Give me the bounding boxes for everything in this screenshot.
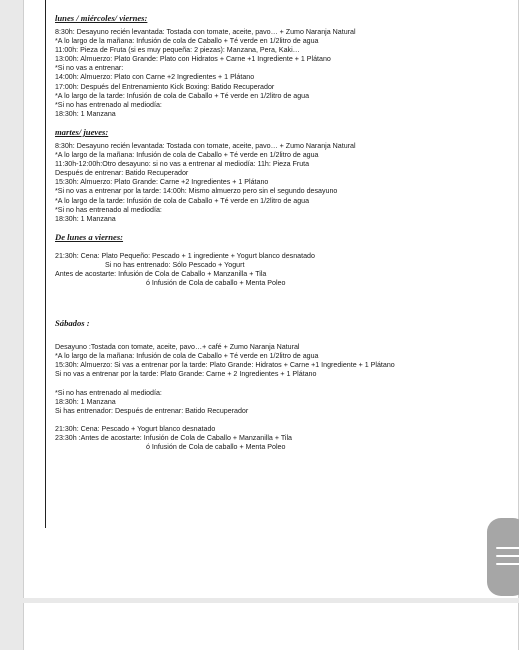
text-line: 17:00h: Después del Entrenamiento Kick Boxing: Batido Recuperador xyxy=(55,82,275,91)
text-line: *Si no vas a entrenar por la tarde: 14:00h: Mismo almuerzo pero sin el segundo desayuno xyxy=(55,187,338,196)
text-line: 15:30h: Almuerzo: Si vas a entrenar por la tarde: Plato Grande: Hidratos + Carne +1 Ingrediente + 1 Plátano xyxy=(55,361,395,370)
text-line: Si no has entrenado: Sólo Pescado + Yogurt xyxy=(105,260,245,269)
text-line: 21:30h: Cena: Plato Pequeño: Pescado + 1 ingrediente + Yogurt blanco desnatado xyxy=(55,251,315,260)
text-line: ó Infusión de Cola de caballo + Menta Poleo xyxy=(146,443,286,452)
blank-line xyxy=(55,380,510,389)
text-line: 23:30h :Antes de acostarte: Infusión de Cola de Caballo + Manzanilla + Tila xyxy=(55,434,293,443)
text-line: 11:00h: Pieza de Fruta (si es muy pequeña: 2 piezas): Manzana, Pera, Kaki… xyxy=(55,46,300,55)
text-line: 21:30h: Cena: Pescado + Yogurt blanco desnatado xyxy=(55,425,216,433)
document-page xyxy=(23,0,519,598)
next-page xyxy=(23,603,519,650)
text-line: *A lo largo de la mañana: Infusión de cola de Caballo + Té verde en 1/2litro de agua xyxy=(55,151,319,160)
text-line: Si has entrenador: Después de entrenar: Batido Recuperador xyxy=(55,406,249,415)
text-line: *A lo largo de la mañana: Infusión de cola de Caballo + Té verde en 1/2litro de agua xyxy=(55,37,319,46)
text-line: 8:30h: Desayuno recién levantada: Tostada con tomate, aceite, pavo… + Zumo Naranja Natural xyxy=(55,28,356,36)
text-line: *Si no vas a entrenar: xyxy=(55,64,124,73)
text-line: *A lo largo de la tarde: Infusión de cola de Caballo + Té verde en 1/2litro de agua xyxy=(55,91,310,100)
text-line: 18:30h: 1 Manzana xyxy=(55,397,116,406)
section-heading-lv: De lunes a viernes: xyxy=(55,231,124,242)
text-line: *A lo largo de la tarde: Infusión de cola de Caballo + Té verde en 1/2litro de agua xyxy=(55,196,310,205)
text-line: *Si no has entrenado al mediodía: xyxy=(55,100,162,109)
text-line: Si no vas a entrenar por la tarde: Plato Grande: Carne + 2 Ingredientes + 1 Plátano xyxy=(55,370,317,379)
section-heading-sabados: Sábados : xyxy=(55,318,90,329)
blank-line xyxy=(55,416,510,425)
section-heading-lmv: lunes / miércoles/ viernes: xyxy=(55,13,148,23)
text-line: *A lo largo de la mañana: Infusión de cola de Caballo + Té verde en 1/2litro de agua xyxy=(55,352,319,361)
text-line: 15:30h: Almuerzo: Plato Grande: Carne +2 Ingredientes + 1 Plátano xyxy=(55,178,269,187)
text-line: *Si no has entrenado al mediodía: xyxy=(55,205,162,214)
text-line: Desayuno :Tostada con tomate, aceite, pavo…+ café + Zumo Naranja Natural xyxy=(55,343,300,352)
text-line: Después de entrenar: Batido Recuperador xyxy=(55,169,189,178)
text-line: 11:30h-12:00h:Otro desayuno: si no vas a entrenar al mediodía: 11h: Pieza Fruta xyxy=(55,160,310,169)
text-line: 14:00h: Almuerzo: Plato con Carne +2 Ingredientes + 1 Plátano xyxy=(55,73,255,82)
section-heading-mj: martes/ jueves: xyxy=(55,126,109,137)
text-line: 13:00h: Almuerzo: Plato Grande: Plato con Hidratos + Carne +1 Ingrediente + 1 Plátano xyxy=(55,55,331,64)
text-line: ó Infusión de Cola de caballo + Menta Poleo xyxy=(146,279,286,288)
text-line: 18:30h: 1 Manzana xyxy=(55,214,116,223)
text-line: 18:30h: 1 Manzana xyxy=(55,109,116,118)
document-content xyxy=(55,13,510,452)
text-line: Antes de acostarte: Infusión de Cola de Caballo + Manzanilla + Tila xyxy=(55,269,267,278)
side-scroll-handle[interactable] xyxy=(487,518,519,596)
text-line: 8:30h: Desayuno recién levantada: Tostada con tomate, aceite, pavo… + Zumo Naranja Natural xyxy=(55,141,356,150)
text-line: *Si no has entrenado al mediodía: xyxy=(55,388,162,397)
